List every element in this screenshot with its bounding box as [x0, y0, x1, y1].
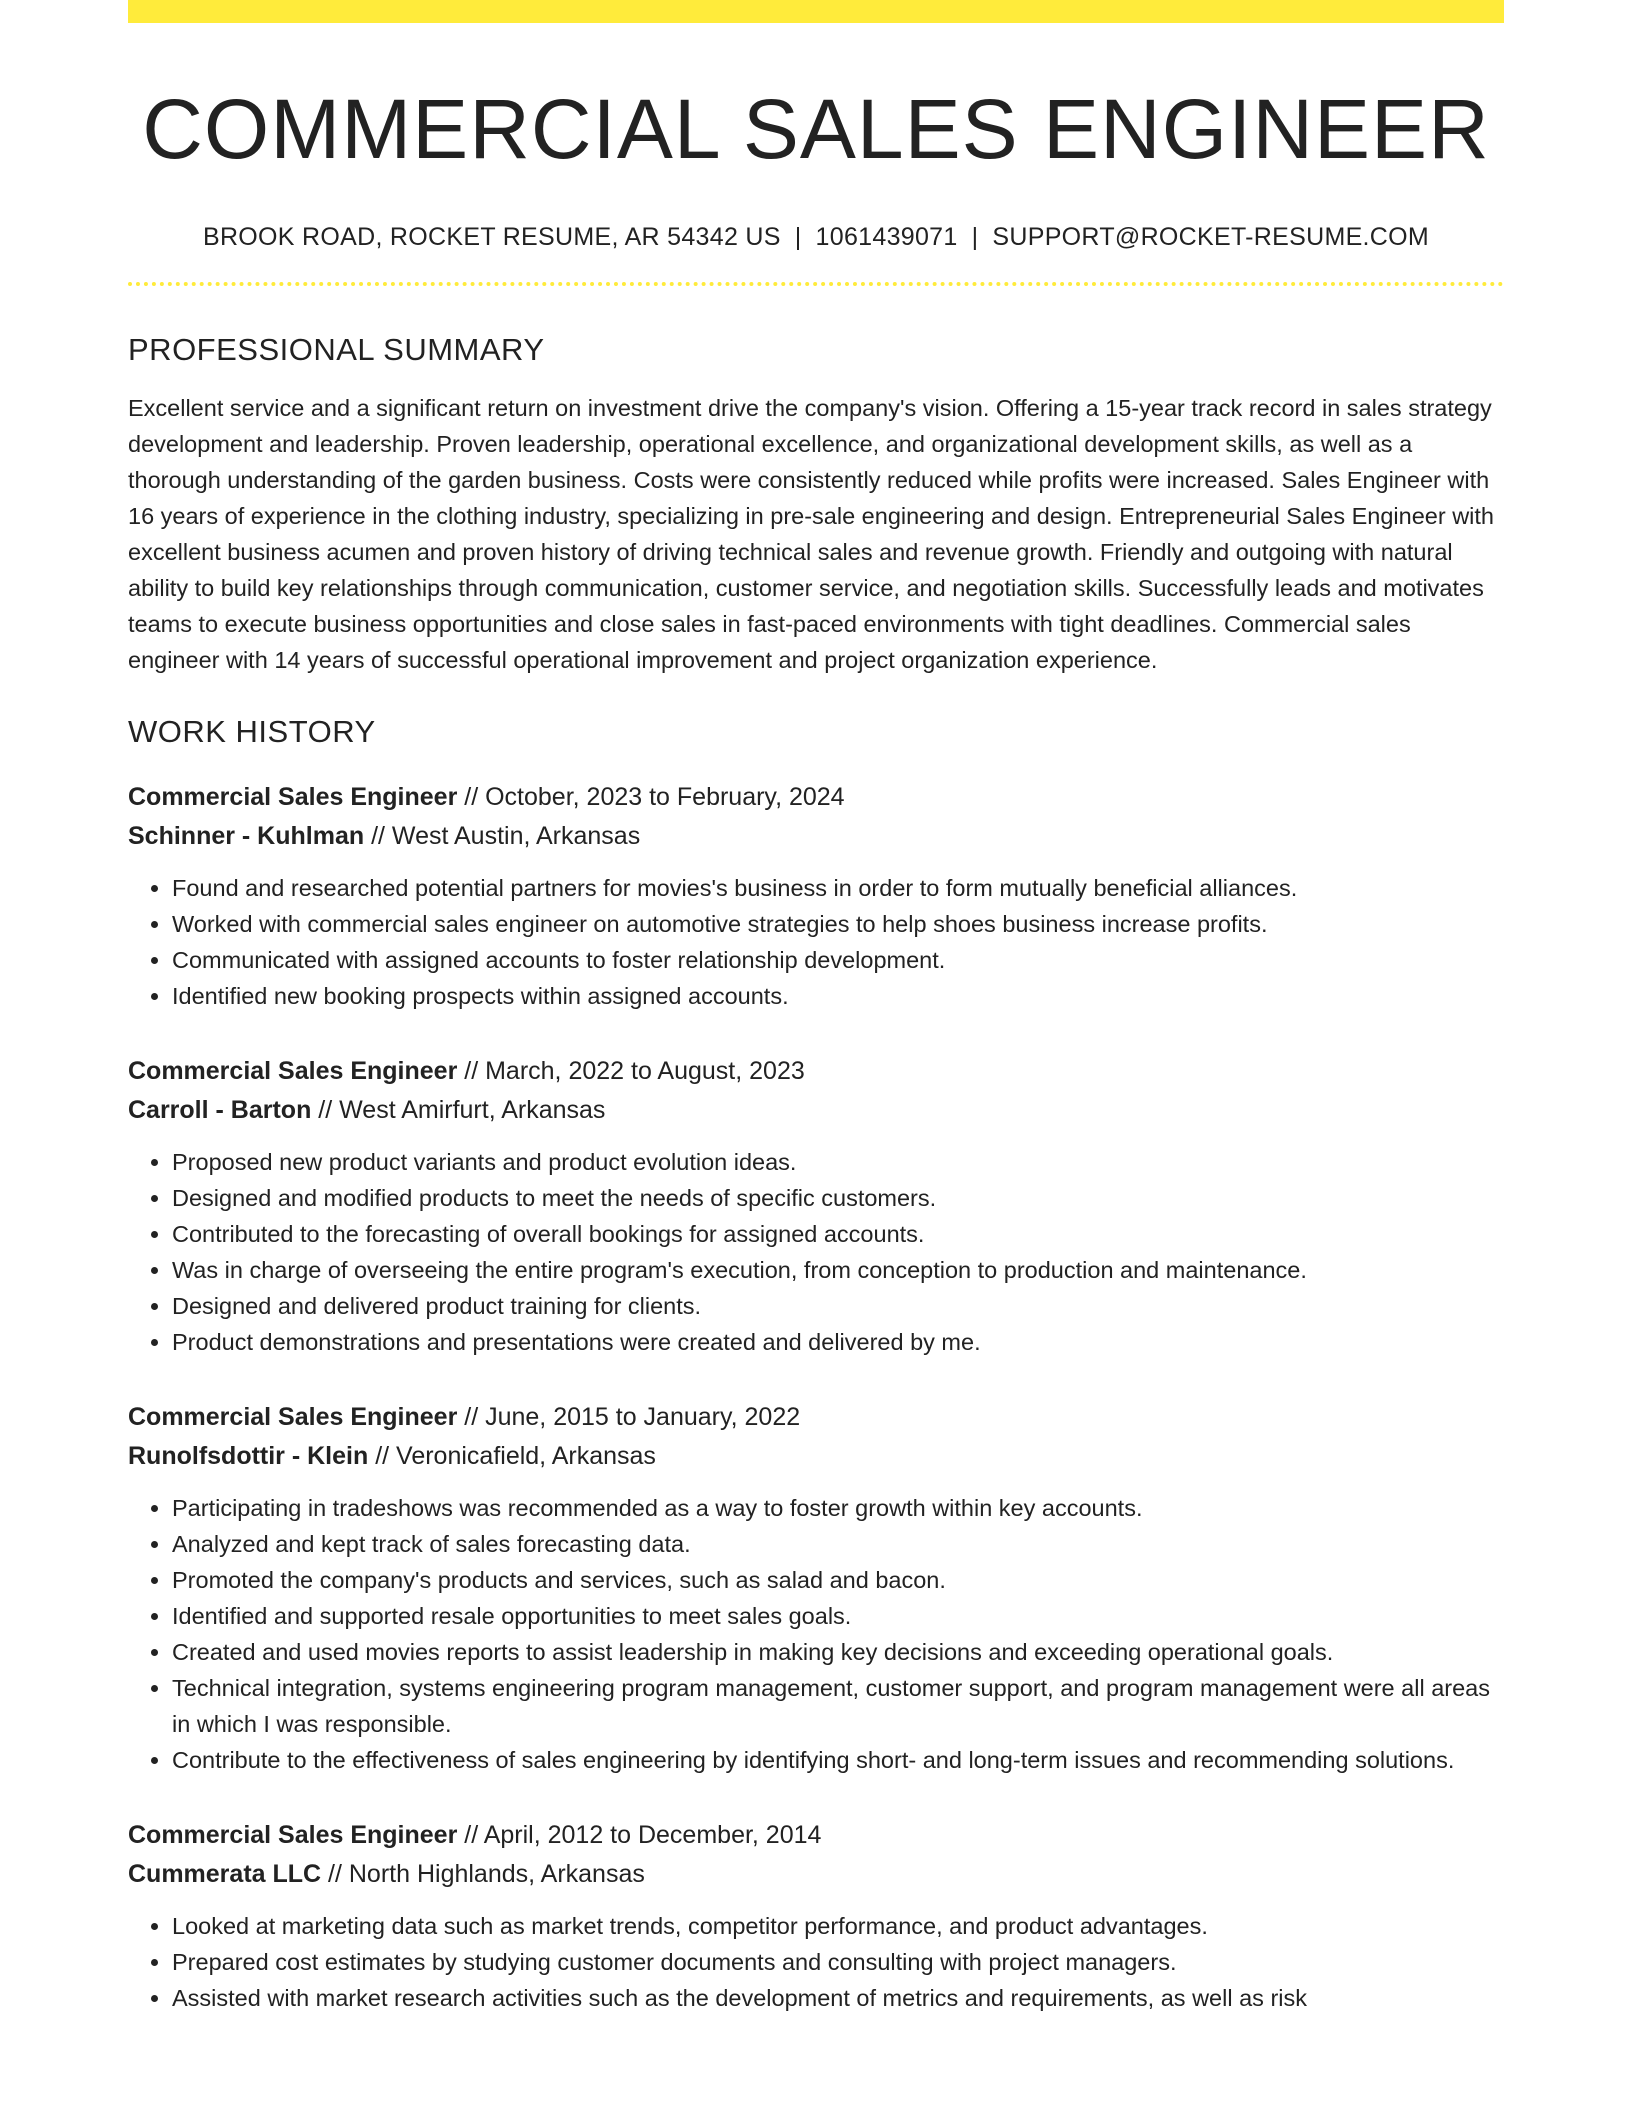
contact-line	[128, 223, 1504, 252]
work-history-heading: WORK HISTORY	[128, 714, 376, 750]
contact-address: BROOK ROAD, ROCKET RESUME, AR 54342 US	[202, 223, 781, 252]
list-item: • Assisted with market research activities such as the development of metrics and requirements, as well as risk	[172, 1980, 1504, 2016]
list-item: • Identified and supported resale opportunities to meet sales goals.	[172, 1598, 1504, 1634]
job-location: // West Amirfurt, Arkansas	[311, 1096, 606, 1125]
job-entry	[128, 778, 1504, 1014]
list-item: • Technical integration, systems engineering program management, customer support, and program management were all areas in which I was responsible.	[172, 1670, 1504, 1742]
job-bullets	[128, 1908, 1504, 2016]
accent-bar	[128, 0, 1504, 23]
list-item: • Designed and modified products to meet the needs of specific customers.	[172, 1180, 1504, 1216]
job-company-line	[128, 1091, 1504, 1130]
job-dates: // March, 2022 to August, 2023	[457, 1057, 805, 1086]
job-title: Commercial Sales Engineer	[128, 1821, 458, 1850]
list-item: • Prepared cost estimates by studying customer documents and consulting with project managers.	[172, 1944, 1504, 1980]
list-item: • Created and used movies reports to assist leadership in making key decisions and exceeding operational goals.	[172, 1634, 1504, 1670]
list-item: • Promoted the company's products and services, such as salad and bacon.	[172, 1562, 1504, 1598]
list-item: • Designed and delivered product training for clients.	[172, 1288, 1504, 1324]
divider	[128, 282, 1504, 286]
job-company-line	[128, 1855, 1504, 1894]
job-title: Commercial Sales Engineer	[128, 1403, 458, 1432]
list-item: • Contribute to the effectiveness of sales engineering by identifying short- and long-term issues and recommending solutions.	[172, 1742, 1504, 1778]
list-item: • Proposed new product variants and product evolution ideas.	[172, 1144, 1504, 1180]
contact-separator: |	[794, 223, 802, 252]
job-title-line	[128, 778, 1504, 817]
job-dates: // June, 2015 to January, 2022	[457, 1403, 801, 1432]
contact-separator: |	[971, 223, 979, 252]
list-item: • Contributed to the forecasting of overall bookings for assigned accounts.	[172, 1216, 1504, 1252]
list-item: • Product demonstrations and presentations were created and delivered by me.	[172, 1324, 1504, 1360]
list-item: • Participating in tradeshows was recommended as a way to foster growth within key accounts.	[172, 1490, 1504, 1526]
job-title-line	[128, 1052, 1504, 1091]
list-item: • Was in charge of overseeing the entire program's execution, from conception to production and maintenance.	[172, 1252, 1504, 1288]
job-location: // North Highlands, Arkansas	[321, 1860, 645, 1889]
job-location: // Veronicafield, Arkansas	[368, 1442, 656, 1471]
job-company-line	[128, 1437, 1504, 1476]
job-title: Commercial Sales Engineer	[128, 783, 458, 812]
summary-heading: PROFESSIONAL SUMMARY	[128, 332, 545, 368]
list-item: • Looked at marketing data such as market trends, competitor performance, and product advantages.	[172, 1908, 1504, 1944]
resume-page	[128, 0, 1504, 2016]
job-title: Commercial Sales Engineer	[128, 1057, 458, 1086]
job-entry	[128, 1398, 1504, 1778]
job-title-line	[128, 1816, 1504, 1855]
list-item: • Worked with commercial sales engineer on automotive strategies to help shoes business increase profits.	[172, 906, 1504, 942]
list-item: • Identified new booking prospects within assigned accounts.	[172, 978, 1504, 1014]
job-company: Schinner - Kuhlman	[128, 822, 365, 851]
job-company: Runolfsdottir - Klein	[128, 1442, 369, 1471]
job-entry	[128, 1052, 1504, 1360]
job-company: Carroll - Barton	[128, 1096, 312, 1125]
job-dates: // April, 2012 to December, 2014	[457, 1821, 822, 1850]
list-item: • Analyzed and kept track of sales forecasting data.	[172, 1526, 1504, 1562]
list-item: • Found and researched potential partners for movies's business in order to form mutually beneficial alliances.	[172, 870, 1504, 906]
job-title-line	[128, 1398, 1504, 1437]
list-item: • Communicated with assigned accounts to foster relationship development.	[172, 942, 1504, 978]
job-bullets	[128, 1490, 1504, 1778]
job-company: Cummerata LLC	[128, 1860, 322, 1889]
job-company-line	[128, 817, 1504, 856]
summary-text: Excellent service and a significant return on investment drive the company's vision. Offering a 15-year track record in sales strategy development and leadership. Proven leadership, operational excellence, and organizational development skills, as well as a thorough understanding of the garden business. Costs were consistently reduced while profits were increased. Sales Engineer with 16 years of experience in the clothing industry, specializing in pre-sale engineering and design. Entrepreneurial Sales Engineer with excellent business acumen and proven history of driving technical sales and revenue growth. Friendly and outgoing with natural ability to build key relationships through communication, customer service, and negotiation skills. Successfully leads and motivates teams to execute business opportunities and close sales in fast-paced environments with tight deadlines. Commercial sales engineer with 14 years of successful operational improvement and project organization experience.	[128, 395, 1494, 674]
job-entry	[128, 1816, 1504, 2016]
job-location: // West Austin, Arkansas	[364, 822, 641, 851]
job-dates: // October, 2023 to February, 2024	[457, 783, 845, 812]
contact-email: SUPPORT@ROCKET-RESUME.COM	[992, 223, 1430, 252]
job-bullets	[128, 870, 1504, 1014]
resume-title: COMMERCIAL SALES ENGINEER	[142, 82, 1490, 176]
contact-phone: 1061439071	[815, 223, 958, 252]
job-bullets	[128, 1144, 1504, 1360]
